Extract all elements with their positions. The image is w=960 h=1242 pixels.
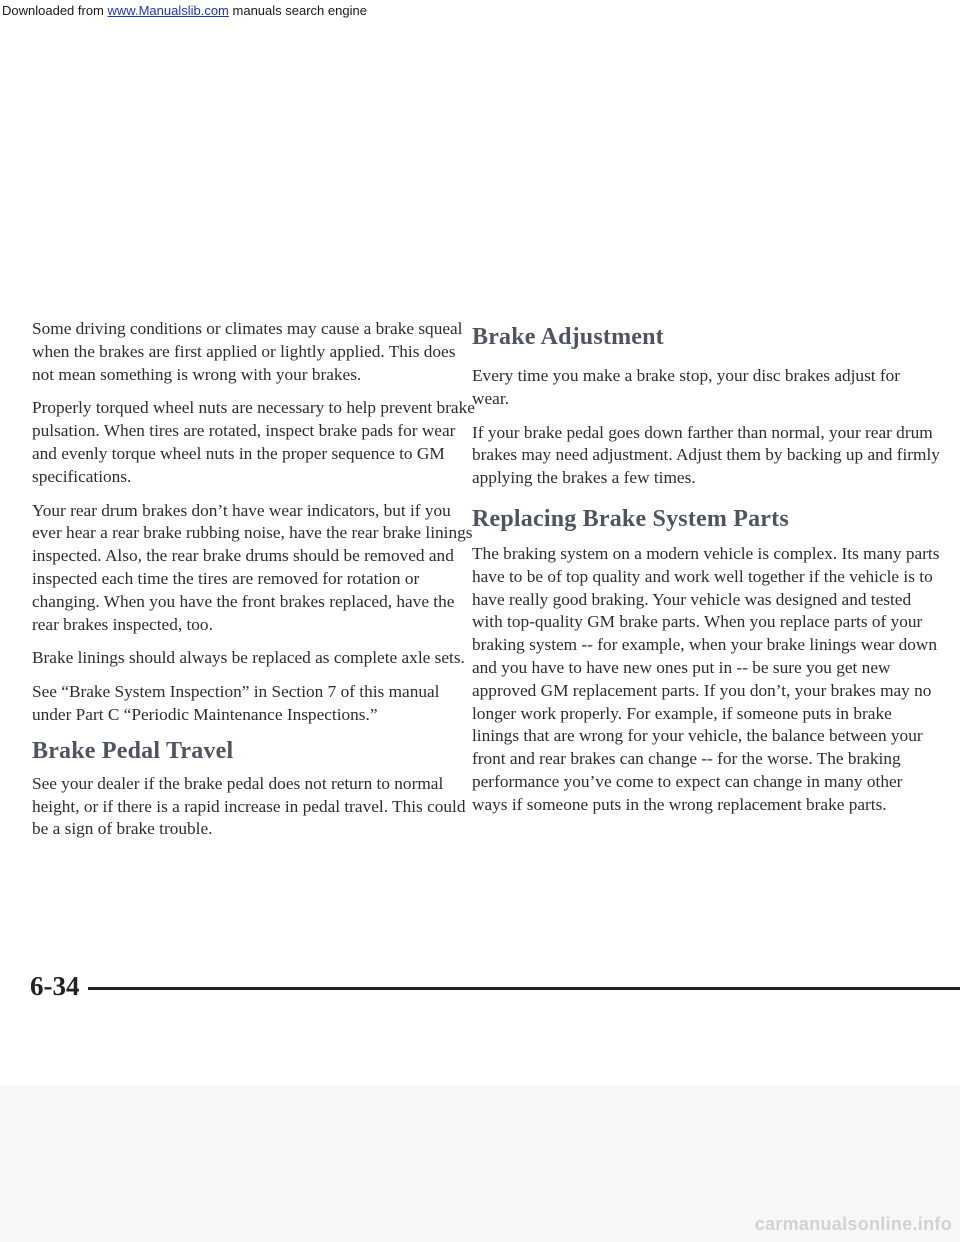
paragraph-drum-adjustment: If your brake pedal goes down farther than normal, your rear drum brakes may need adjustment. Adjust them by backing up and firmly applying the brakes a few times. <box>472 422 940 488</box>
header-prefix: Downloaded from <box>2 3 104 18</box>
page-footer <box>30 966 940 1006</box>
right-column <box>472 324 940 828</box>
footer-divider <box>88 987 960 990</box>
page-number: 6-34 <box>30 971 80 1001</box>
header-suffix: manuals search engine <box>232 3 367 18</box>
heading-brake-adjustment: Brake Adjustment <box>472 324 664 350</box>
paragraph-disc-brakes: Every time you make a brake stop, your disc brakes adjust for wear. <box>472 366 901 408</box>
manualslib-link[interactable]: www.Manualslib.com <box>107 3 229 18</box>
paragraph-inspection-reference: See “Brake System Inspection” in Section 7 of this manual under Part C “Periodic Maintenance Inspections.” <box>32 682 440 724</box>
paragraph-brake-pedal-travel: See your dealer if the brake pedal does not return to normal height, or if there is a rapid increase in pedal travel. This could be a sign of brake trouble. <box>32 773 466 839</box>
paragraph-rear-drum-brakes: Your rear drum brakes don’t have wear indicators, but if you ever hear a rear brake rubbing noise, have the rear brake linings inspected. Also, the rear brake drums should be removed and inspected each time the tires are removed for rotation or changing. When you have the front brakes replaced, have the rear brakes inspected, too. <box>32 500 473 634</box>
left-column <box>32 318 479 852</box>
heading-brake-pedal-travel: Brake Pedal Travel <box>32 737 234 764</box>
download-source-header <box>0 0 960 22</box>
watermark: carmanualsonline.info <box>754 1214 952 1234</box>
paragraph-brake-linings: Brake linings should always be replaced as complete axle sets. <box>32 648 465 668</box>
paragraph-replacing-parts: The braking system on a modern vehicle is complex. Its many parts have to be of top quality and work well together if the vehicle is to have really good braking. Your vehicle was designed and tested with top-quality GM brake parts. When you replace parts of your braking system -- for example, when your brake linings wear down and you have to have new ones put in -- be sure you get new approved GM replacement parts. If you don’t, your brakes may no longer work properly. For example, if someone puts in brake linings that are wrong for your vehicle, the balance between your front and rear brakes can change -- for the worse. The braking performance you’ve come to expect can change in many other ways if someone puts in the wrong replacement brake parts. <box>472 543 940 814</box>
paragraph-brake-squeal: Some driving conditions or climates may cause a brake squeal when the brakes are first applied or lightly applied. This does not mean something is wrong with your brakes. <box>32 319 463 384</box>
heading-replacing-brake-parts: Replacing Brake System Parts <box>472 505 789 532</box>
paragraph-wheel-nuts: Properly torqued wheel nuts are necessary to help prevent brake pulsation. When tires are rotated, inspect brake pads for wear and evenly torque wheel nuts in the proper sequence to GM specifications. <box>32 398 475 486</box>
